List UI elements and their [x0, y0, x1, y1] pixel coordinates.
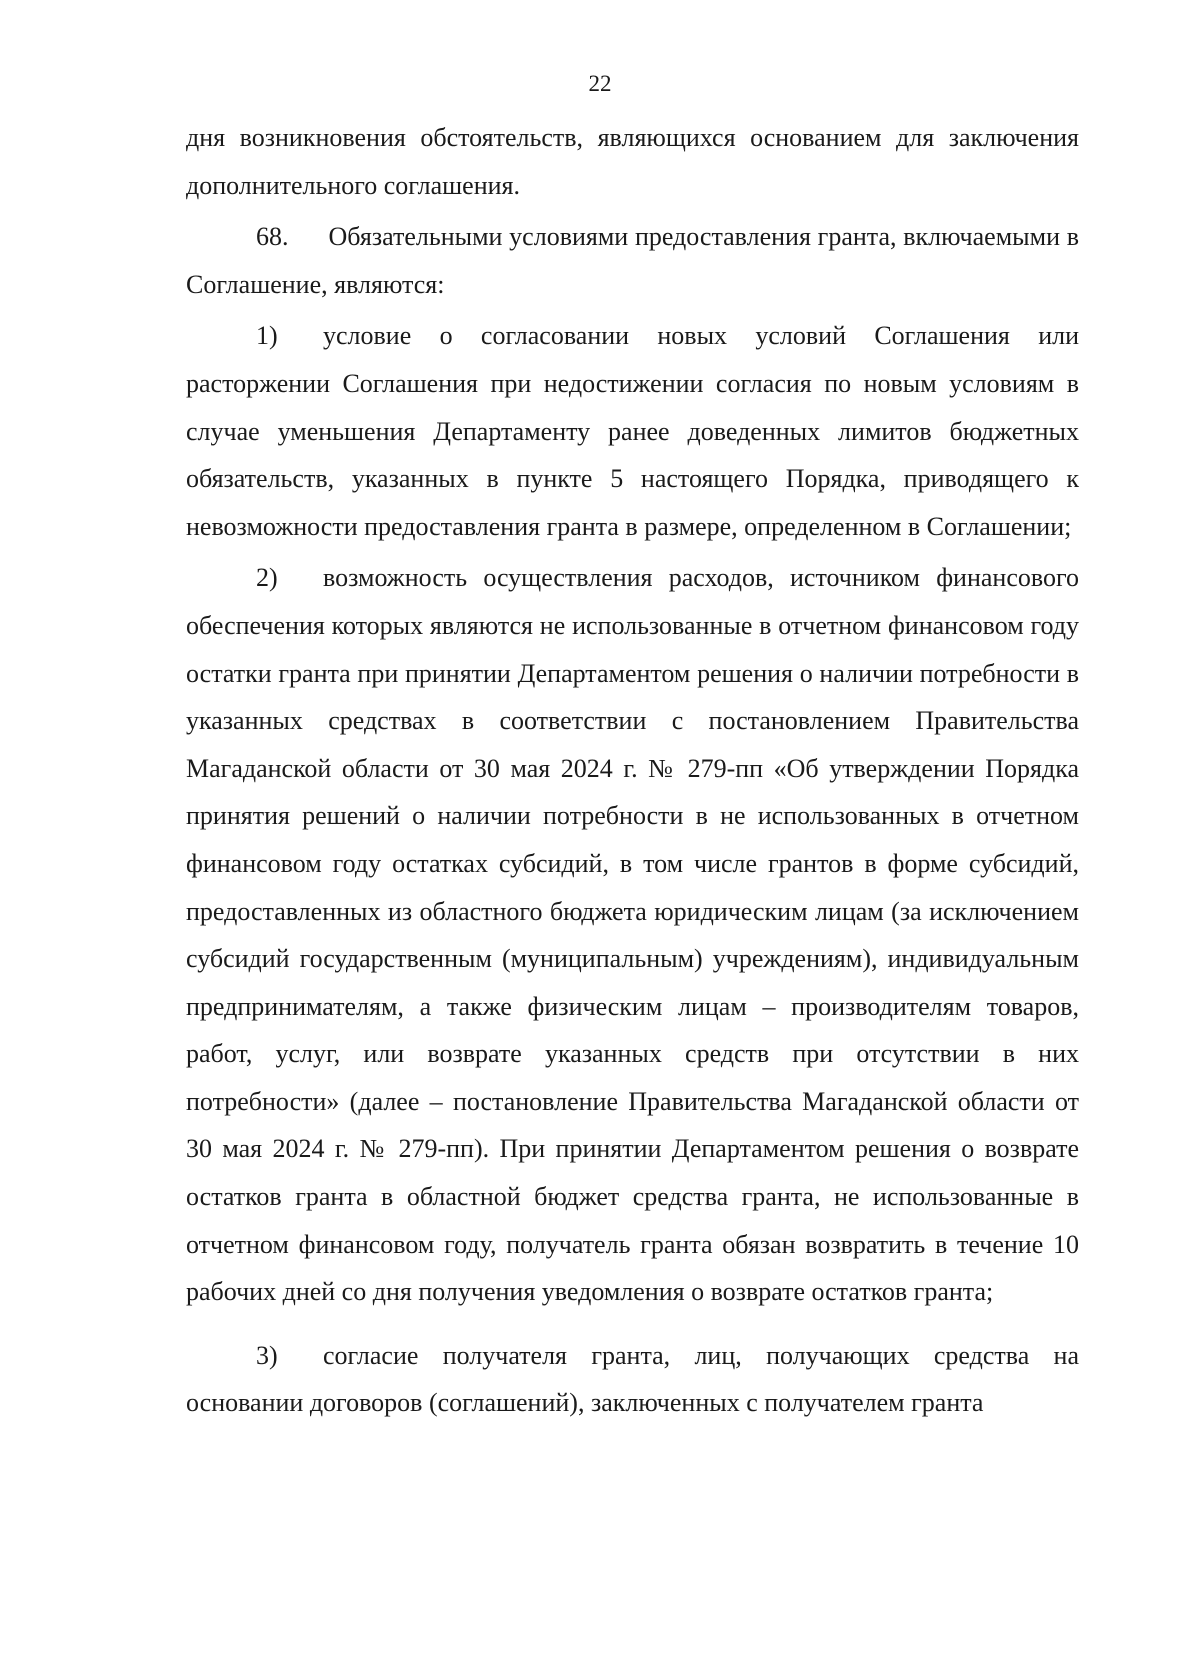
paragraph-spacer: [186, 1316, 1079, 1332]
paragraph-continuation: [186, 114, 1079, 209]
list-item-2: [186, 554, 1079, 1316]
document-body: [186, 114, 1079, 1427]
list-item-text: согласие получателя гранта, лиц, получающих средства на основании договоров (соглашений), заключенных с получателем гранта: [186, 1340, 1079, 1418]
paragraph-text: Обязательными условиями предоставления гранта, включаемыми в Соглашение, являются:: [186, 222, 1079, 299]
page-number: 22: [588, 71, 612, 96]
list-item-text: условие о согласовании новых условий Соглашения или расторжении Соглашения при недостижении согласия по новым условиям в случае уменьшения Департаменту ранее доведенных лимитов бюджетных обязательств, указанных в пункте 5 настоящего Порядка, приводящего к невозможности предоставления гранта в размере, определенном в Соглашении;: [186, 321, 1079, 541]
list-item-3: [186, 1332, 1079, 1427]
list-item-1: [186, 312, 1079, 550]
list-item-text: возможность осуществления расходов, источником финансового обеспечения которых являются не использованные в отчетном финансовом году остатки гранта при принятии Департаментом решения о наличии потребности в указанных средствах в соответствии с постановлением Правительства Магаданской области от 30 мая 2024 г. № 279-пп «Об утверждении Порядка принятия решений о наличии потребности в не использованных в отчетном финансовом году остатках субсидий, в том числе грантов в форме субсидий, предоставленных из областного бюджета юридическим лицам (за исключением субсидий государственным (муниципальным) учреждениям), индивидуальным предпринимателям, а также физическим лицам – производителям товаров, работ, услуг, или возврате указанных средств при отсутствии в них потребности» (далее – постановление Правительства Магаданской области от 30 мая 2024 г. № 279-пп). При принятии Департаментом решения о возврате остатков гранта в областной бюджет средства гранта, не использованные в отчетном финансовом году, получатель гранта обязан возвратить в течение 10 рабочих дней со дня получения уведомления о возврате остатков гранта;: [186, 563, 1079, 1307]
paragraph-68: [186, 213, 1079, 308]
list-item-number: 2): [256, 563, 278, 593]
list-item-number: 3): [256, 1340, 278, 1370]
paragraph-text: дня возникновения обстоятельств, являющихся основанием для заключения дополнительного соглашения.: [186, 123, 1079, 200]
list-item-number: 1): [256, 321, 278, 351]
paragraph-number: 68.: [256, 222, 289, 252]
